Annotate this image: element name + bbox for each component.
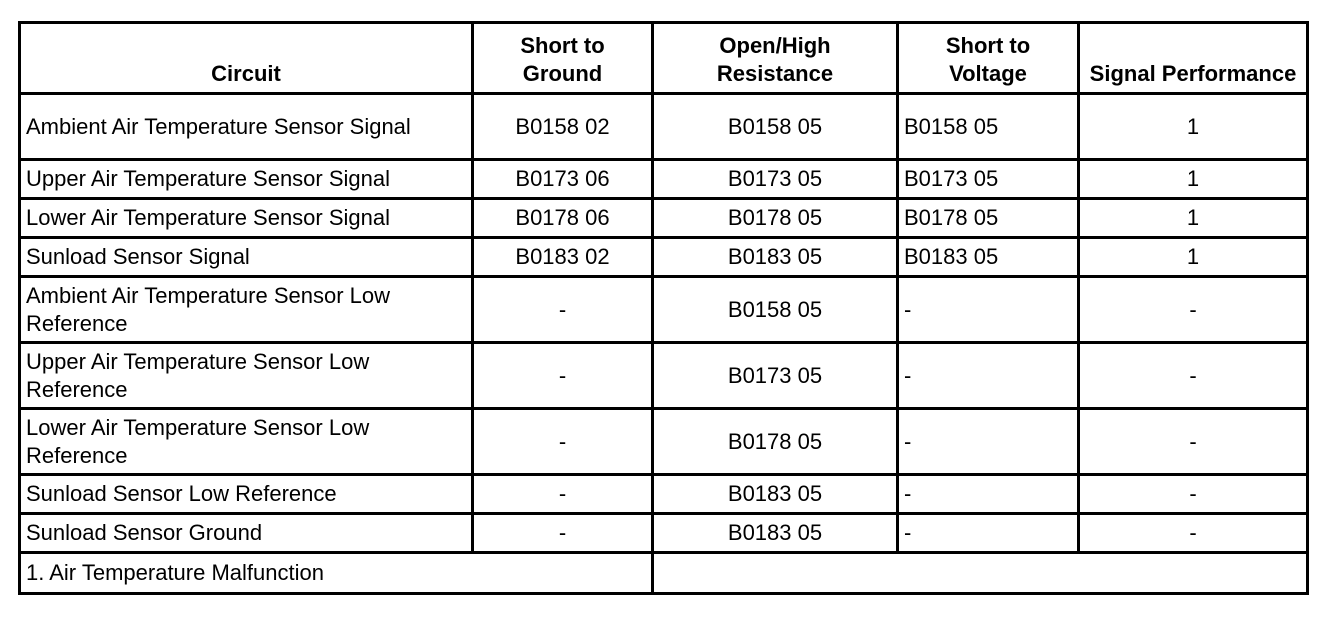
cell-short-to-voltage: B0173 05 <box>898 160 1079 199</box>
cell-short-to-ground: - <box>473 514 653 553</box>
header-open-high-resistance: Open/High Resistance <box>653 23 898 94</box>
cell-circuit: Upper Air Temperature Sensor Signal <box>20 160 473 199</box>
cell-short-to-ground: B0158 02 <box>473 94 653 160</box>
cell-signal-performance: 1 <box>1079 94 1308 160</box>
cell-short-to-ground: - <box>473 475 653 514</box>
table-row <box>20 277 1308 343</box>
table-row <box>20 409 1308 475</box>
cell-open-high-resistance: B0178 05 <box>653 199 898 238</box>
cell-circuit: Sunload Sensor Low Reference <box>20 475 473 514</box>
cell-short-to-voltage: B0158 05 <box>898 94 1079 160</box>
table-row <box>20 343 1308 409</box>
cell-circuit: Sunload Sensor Signal <box>20 238 473 277</box>
table-row <box>20 199 1308 238</box>
cell-circuit: Lower Air Temperature Sensor Low Reference <box>20 409 473 475</box>
cell-open-high-resistance: B0158 05 <box>653 94 898 160</box>
footnote-empty-cell <box>653 553 1308 594</box>
cell-short-to-ground: B0173 06 <box>473 160 653 199</box>
cell-circuit: Ambient Air Temperature Sensor Signal <box>20 94 473 160</box>
header-short-to-voltage: Short to Voltage <box>898 23 1079 94</box>
cell-open-high-resistance: B0178 05 <box>653 409 898 475</box>
header-row <box>20 23 1308 94</box>
cell-short-to-voltage: B0178 05 <box>898 199 1079 238</box>
cell-short-to-ground: - <box>473 277 653 343</box>
cell-open-high-resistance: B0158 05 <box>653 277 898 343</box>
cell-short-to-ground: - <box>473 409 653 475</box>
cell-circuit: Ambient Air Temperature Sensor Low Reference <box>20 277 473 343</box>
cell-open-high-resistance: B0173 05 <box>653 343 898 409</box>
cell-signal-performance: 1 <box>1079 160 1308 199</box>
table-row <box>20 94 1308 160</box>
cell-circuit: Sunload Sensor Ground <box>20 514 473 553</box>
cell-open-high-resistance: B0173 05 <box>653 160 898 199</box>
table-row <box>20 475 1308 514</box>
footnote: 1. Air Temperature Malfunction <box>20 553 653 594</box>
cell-short-to-ground: B0178 06 <box>473 199 653 238</box>
cell-short-to-voltage: - <box>898 514 1079 553</box>
cell-signal-performance: - <box>1079 475 1308 514</box>
table-row <box>20 514 1308 553</box>
header-signal-performance: Signal Performance <box>1079 23 1308 94</box>
table-row <box>20 238 1308 277</box>
cell-short-to-voltage: - <box>898 475 1079 514</box>
header-short-to-ground: Short to Ground <box>473 23 653 94</box>
cell-short-to-ground: B0183 02 <box>473 238 653 277</box>
cell-open-high-resistance: B0183 05 <box>653 475 898 514</box>
cell-circuit: Upper Air Temperature Sensor Low Reference <box>20 343 473 409</box>
cell-signal-performance: - <box>1079 343 1308 409</box>
cell-open-high-resistance: B0183 05 <box>653 514 898 553</box>
cell-short-to-voltage: B0183 05 <box>898 238 1079 277</box>
footnote-row <box>20 553 1308 594</box>
dtc-circuit-table <box>18 21 1309 595</box>
cell-signal-performance: 1 <box>1079 199 1308 238</box>
cell-short-to-voltage: - <box>898 277 1079 343</box>
cell-open-high-resistance: B0183 05 <box>653 238 898 277</box>
cell-signal-performance: 1 <box>1079 238 1308 277</box>
table-row <box>20 160 1308 199</box>
header-circuit: Circuit <box>20 23 473 94</box>
cell-short-to-ground: - <box>473 343 653 409</box>
cell-signal-performance: - <box>1079 409 1308 475</box>
cell-short-to-voltage: - <box>898 409 1079 475</box>
cell-circuit: Lower Air Temperature Sensor Signal <box>20 199 473 238</box>
cell-short-to-voltage: - <box>898 343 1079 409</box>
cell-signal-performance: - <box>1079 514 1308 553</box>
cell-signal-performance: - <box>1079 277 1308 343</box>
